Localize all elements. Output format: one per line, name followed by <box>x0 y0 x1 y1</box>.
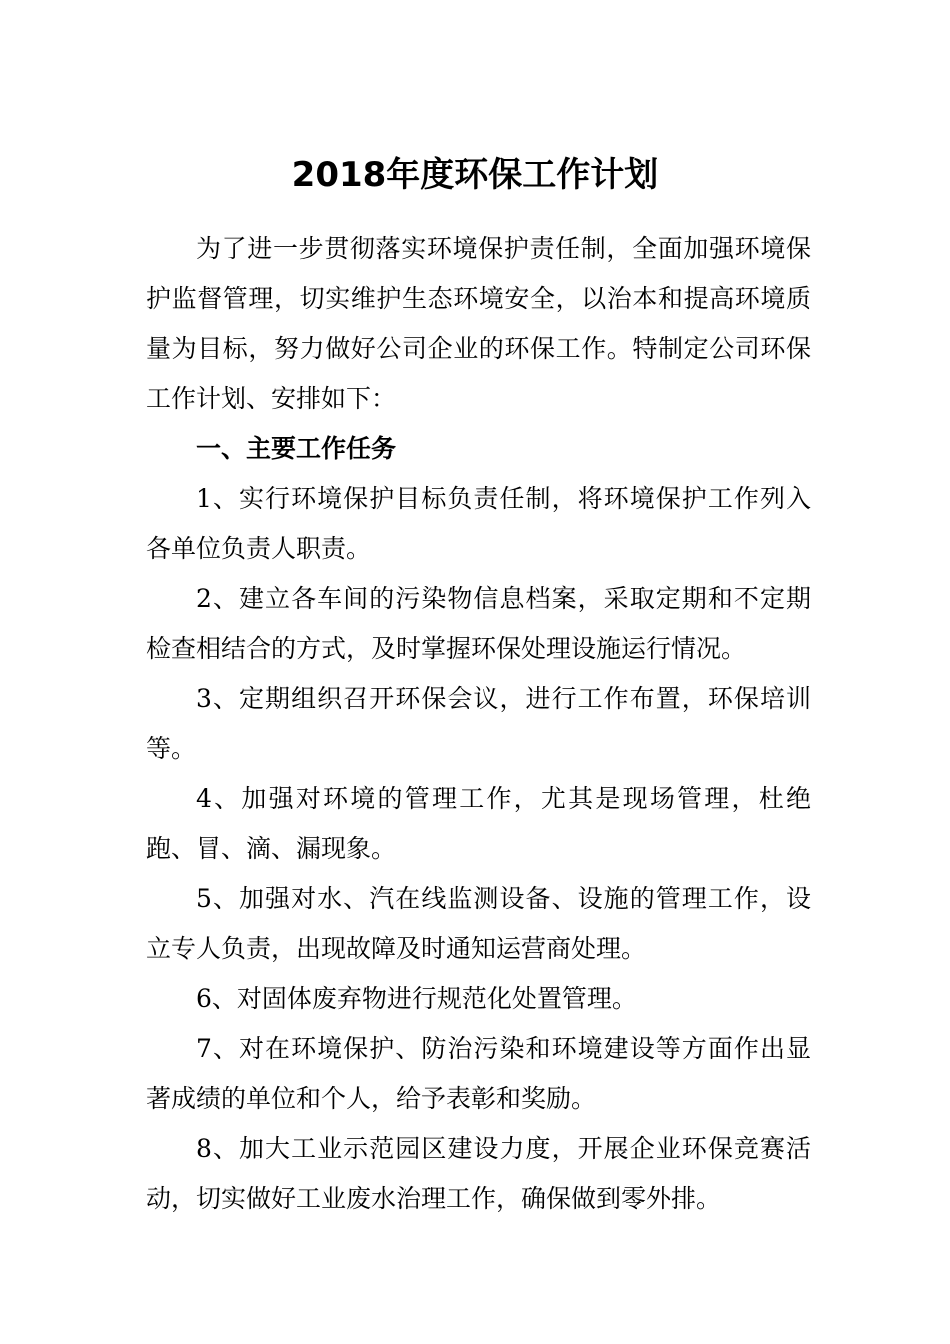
task-item-8: 8、加大工业示范园区建设力度，开展企业环保竞赛活动，切实做好工业废水治理工作，确保做到零外排。 <box>146 1134 811 1213</box>
task-item-3: 3、定期组织召开环保会议，进行工作布置，环保培训等。 <box>146 684 811 763</box>
intro-paragraph: 为了进一步贯彻落实环境保护责任制，全面加强环境保护监督管理，切实维护生态环境安全，以治本和提高环境质量为目标，努力做好公司企业的环保工作。特制定公司环保工作计划、安排如下： <box>146 234 811 413</box>
task-item-2: 2、建立各车间的污染物信息档案，采取定期和不定期检查相结合的方式，及时掌握环保处理设施运行情况。 <box>146 584 811 663</box>
document-title: 2018年度环保工作计划 <box>291 155 659 195</box>
task-item-7: 7、对在环境保护、防治污染和环境建设等方面作出显著成绩的单位和个人，给予表彰和奖励。 <box>146 1034 811 1113</box>
document-body <box>146 224 811 1224</box>
task-item-5: 5、加强对水、汽在线监测设备、设施的管理工作，设立专人负责，出现故障及时通知运营商处理。 <box>146 884 811 963</box>
task-item-6: 6、对固体废弃物进行规范化处置管理。 <box>196 984 637 1013</box>
section-heading: 一、主要工作任务 <box>196 434 397 463</box>
task-item-4: 4、加强对环境的管理工作，尤其是现场管理，杜绝跑、冒、滴、漏现象。 <box>146 784 811 863</box>
task-item-1: 1、实行环境保护目标负责任制，将环境保护工作列入各单位负责人职责。 <box>146 484 811 563</box>
